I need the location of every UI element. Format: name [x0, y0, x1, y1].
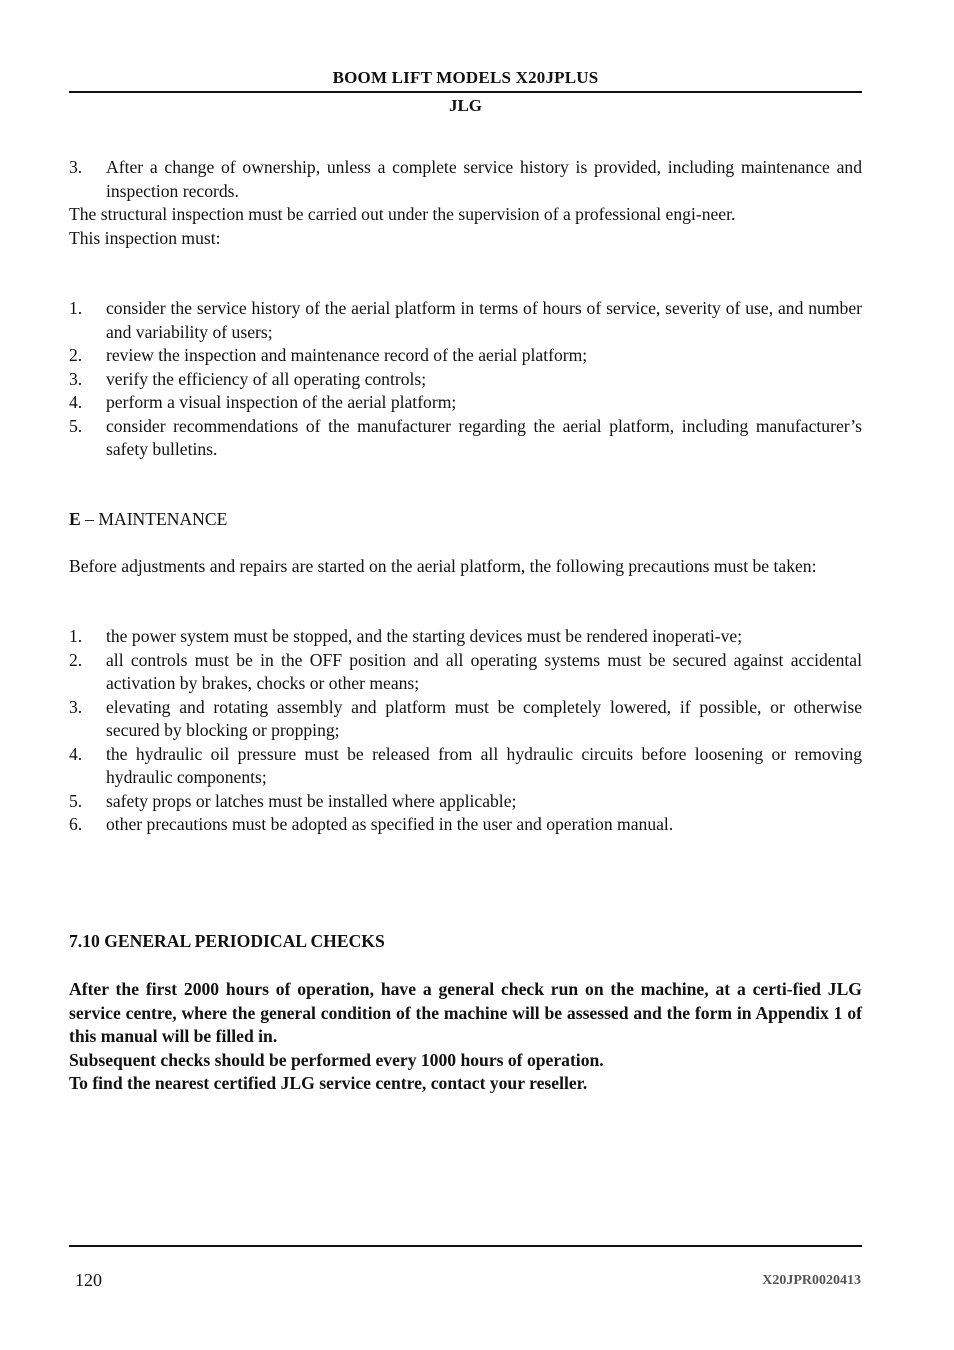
list-item	[69, 625, 862, 649]
list-item-number: 2.	[69, 345, 83, 365]
section-title: – MAINTENANCE	[80, 509, 228, 529]
intro-paragraph: The structural inspection must be carried out under the supervision of a professional engi-neer.	[69, 204, 736, 224]
list-item	[69, 743, 862, 790]
periodical-section	[69, 978, 862, 1096]
list-item-number: 4.	[69, 392, 83, 412]
list-item-number: 4.	[69, 743, 83, 764]
document-title: BOOM LIFT MODELS X20JPLUS	[332, 68, 599, 87]
periodical-paragraph: To find the nearest certified JLG service centre, contact your reseller.	[69, 1073, 588, 1093]
list-item-text: review the inspection and maintenance record of the aerial platform;	[106, 345, 588, 365]
list-item-number: 1.	[69, 298, 83, 318]
periodical-paragraph: After the first 2000 hours of operation, have a general check run on the machine, at a certi-fied JLG service centre, where the general condition of the machine will be assessed and the form in Appendix 1 of this manual will be filled in.	[69, 979, 862, 1046]
periodical-paragraph: Subsequent checks should be performed every 1000 hours of operation.	[69, 1049, 604, 1070]
intro-section	[69, 156, 862, 250]
footer-divider	[69, 1245, 862, 1247]
precautions-list	[69, 625, 862, 837]
list-item-number: 5.	[69, 790, 83, 811]
list-item	[69, 344, 862, 368]
periodical-heading: 7.10 GENERAL PERIODICAL CHECKS	[69, 931, 385, 951]
list-item-number: 3.	[69, 157, 83, 177]
list-item-text: perform a visual inspection of the aerial platform;	[106, 392, 457, 412]
intro-list	[69, 156, 862, 203]
maintenance-intro: Before adjustments and repairs are started on the aerial platform, the following precautions must be taken:	[69, 556, 817, 576]
maintenance-heading	[69, 508, 862, 532]
list-item-text: the power system must be stopped, and the starting devices must be rendered inoperati-ve;	[106, 626, 743, 646]
list-item	[69, 297, 862, 344]
document-code: X20JPR0020413	[762, 1273, 861, 1288]
list-item	[69, 813, 862, 837]
inspection-list	[69, 297, 862, 462]
list-item-text: verify the efficiency of all operating controls;	[106, 368, 427, 389]
list-item-text: consider the service history of the aerial platform in terms of hours of service, severity of use, and number and variability of users;	[106, 298, 862, 342]
header-divider	[69, 91, 862, 93]
list-item-text: the hydraulic oil pressure must be released from all hydraulic circuits before loosening or removing hydraulic components;	[106, 743, 862, 787]
list-item-text: consider recommendations of the manufacturer regarding the aerial platform, including manufacturer’s safety bulletins.	[106, 415, 862, 459]
list-item-text: After a change of ownership, unless a complete service history is provided, including maintenance and inspection records.	[106, 157, 862, 201]
list-item-number: 5.	[69, 415, 83, 436]
list-item	[69, 649, 862, 696]
list-item	[69, 696, 862, 743]
maintenance-list-section	[69, 625, 862, 837]
list-item-number: 2.	[69, 649, 83, 670]
list-item-number: 1.	[69, 626, 83, 646]
list-item-text: all controls must be in the OFF position and all operating systems must be secured against accidental activation by brakes, chocks or other means;	[106, 649, 862, 693]
list-item-number: 3.	[69, 696, 83, 717]
list-item-text: other precautions must be adopted as specified in the user and operation manual.	[106, 814, 674, 834]
list-item-number: 3.	[69, 368, 83, 389]
brand-name: JLG	[448, 96, 483, 115]
list-item	[69, 790, 862, 814]
intro-lead: This inspection must:	[69, 227, 221, 248]
inspection-list-section	[69, 297, 862, 462]
list-item	[69, 415, 862, 462]
list-item	[69, 156, 862, 203]
section-letter: E	[69, 509, 81, 529]
list-item-text: elevating and rotating assembly and platform must be completely lowered, if possible, or otherwise secured by blocking or propping;	[106, 696, 862, 740]
list-item-text: safety props or latches must be installed where applicable;	[106, 790, 517, 811]
list-item-number: 6.	[69, 814, 83, 834]
list-item	[69, 391, 862, 415]
page-number: 120	[75, 1270, 102, 1290]
list-item	[69, 368, 862, 392]
